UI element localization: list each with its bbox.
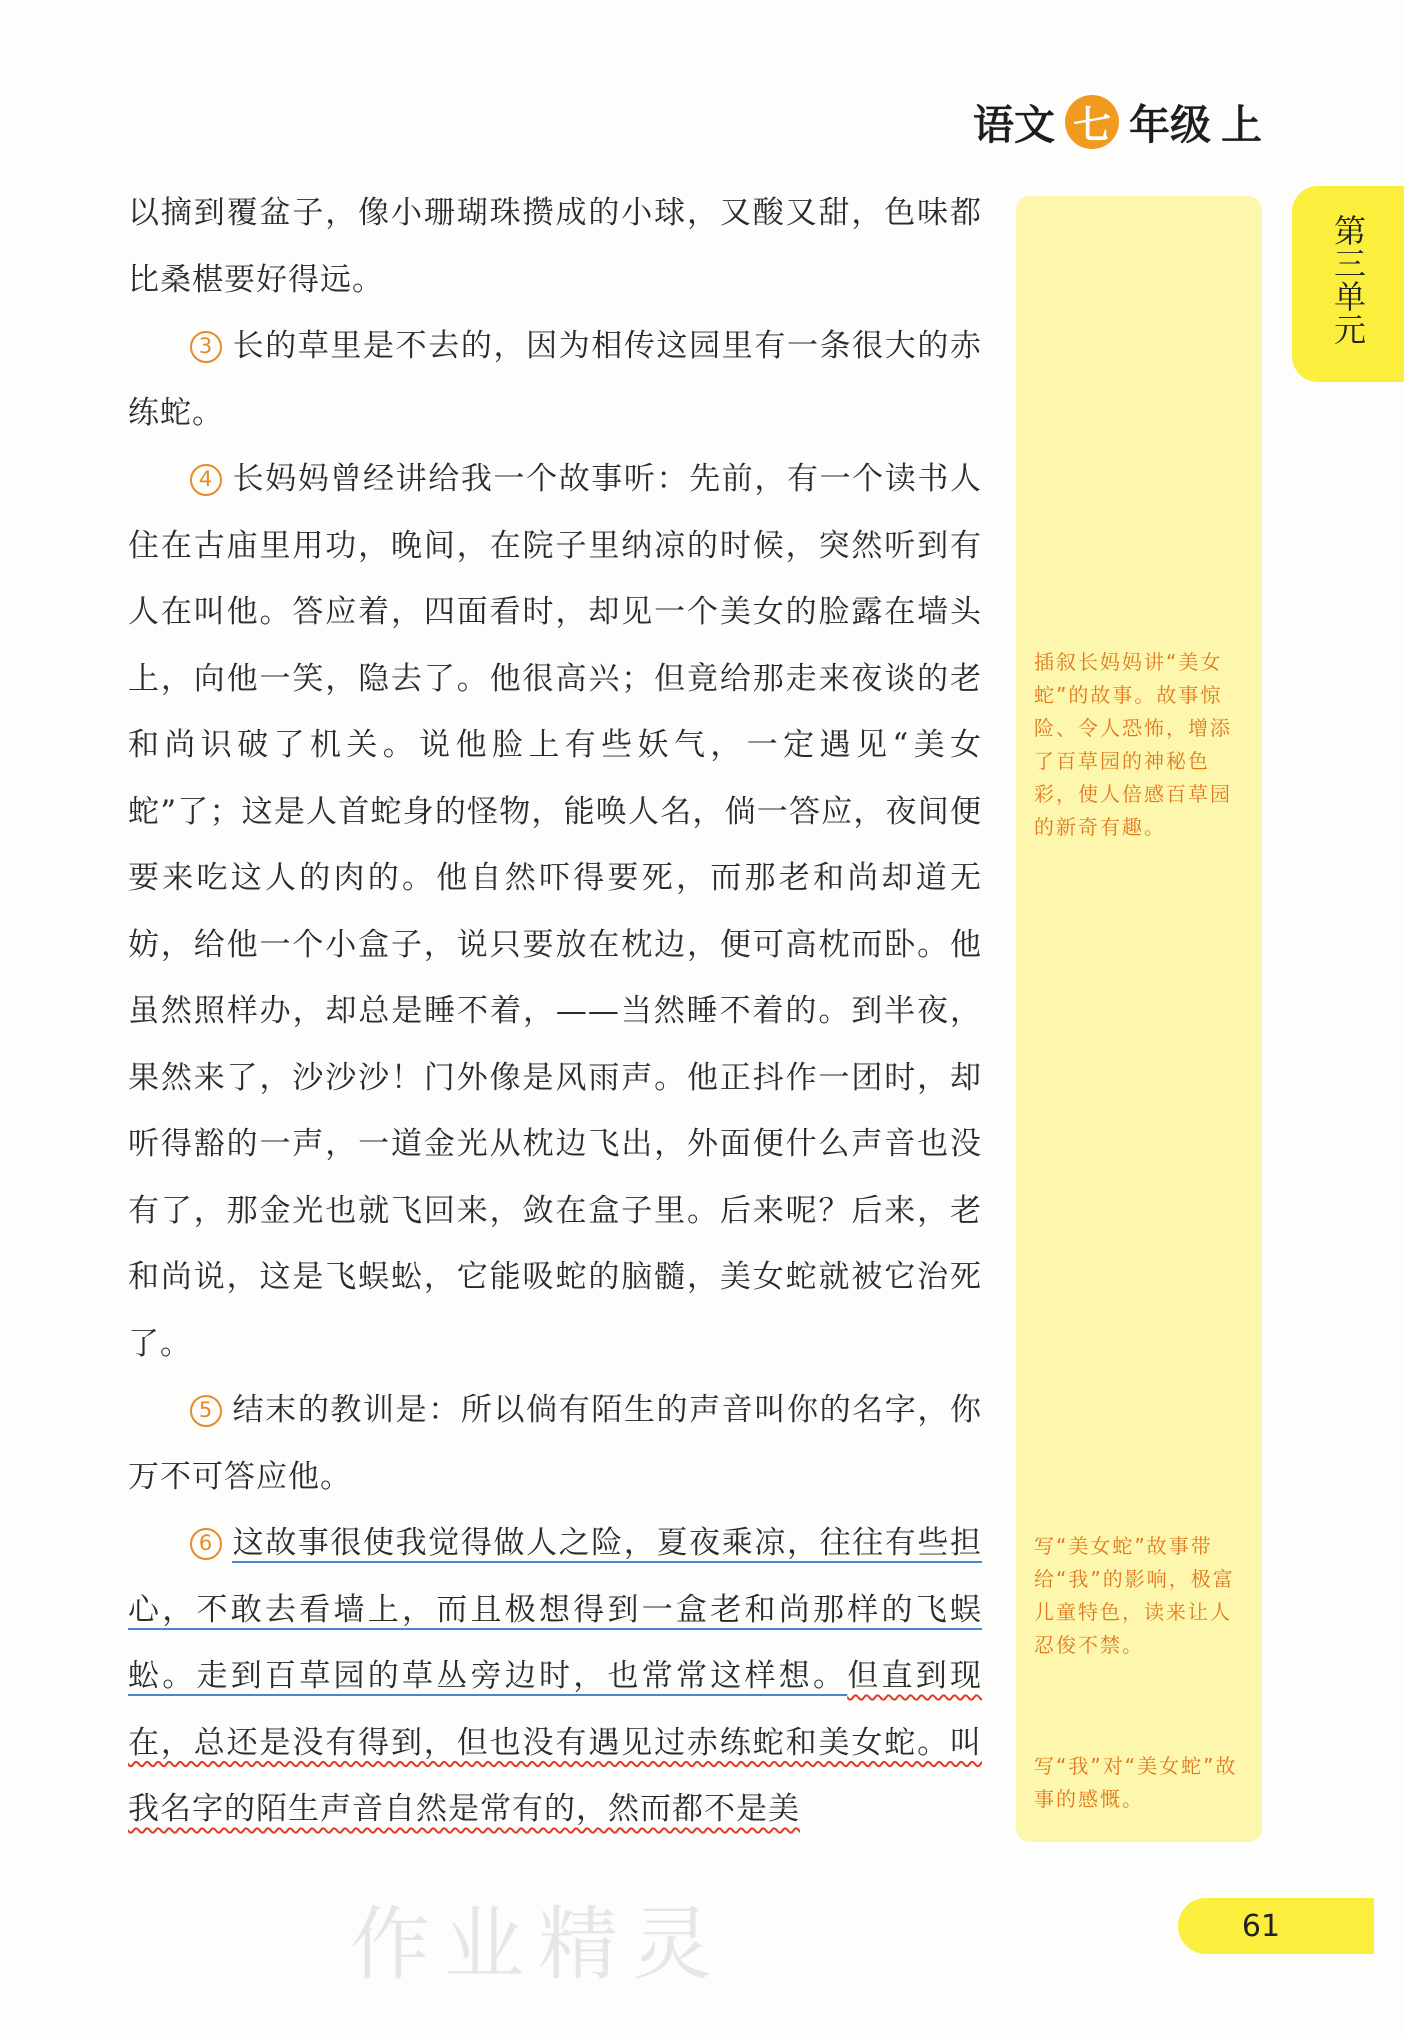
margin-note-2: 写“美女蛇”故事带给“我”的影响，极富儿童特色，读来让人忍俊不禁。 xyxy=(1034,1534,1235,1657)
paragraph-number-5: 5 xyxy=(190,1395,222,1427)
margin-note-3: 写“我”对“美女蛇”故事的感慨。 xyxy=(1034,1754,1238,1811)
paragraph-4-text: 长妈妈曾经讲给我一个故事听：先前，有一个读书人住在古庙里用功，晚间，在院子里纳凉的时候，突然听到有人在叫他。答应着，四面看时，却见一个美女的脸露在墙头上，向他一笑，隐去了。他很高兴；但竟给那走来夜谈的老和尚识破了机关。说他脸上有些妖气，一定遇见“美女蛇”了；这是人首蛇身的怪物，能唤人名，倘一答应，夜间便要来吃这人的肉的。他自然吓得要死，而那老和尚却道无妨，给他一个小盒子，说只要放在枕边，便可高枕而卧。他虽然照样办，却总是睡不着，——当然睡不着的。到半夜，果然来了，沙沙沙！门外像是风雨声。他正抖作一团时，却听得豁的一声，一道金光从枕边飞出，外面便什么声音也没有了，那金光也就飞回来，敛在盒子里。后来呢？后来，老和尚说，这是飞蜈蚣，它能吸蛇的脑髓，美女蛇就被它治死了。 xyxy=(128,461,982,1362)
subject-label: 语文 xyxy=(973,101,1055,149)
paragraph-number-3: 3 xyxy=(190,331,222,363)
page-number: 61 xyxy=(1178,1898,1374,1954)
paragraph-continued: 以摘到覆盆子，像小珊瑚珠攒成的小球，又酸又甜，色味都比桑椹要好得远。 xyxy=(128,195,982,298)
paragraph-3-text: 长的草里是不去的，因为相传这园里有一条很大的赤练蛇。 xyxy=(128,328,982,431)
paragraph-6-underlined-wavy-red: 但直到现在，总还是没有得到，但也没有遇见过赤练蛇和美女蛇。叫我名字的陌生声音自然是常有的，然而都不是美 xyxy=(128,1658,982,1827)
page-header xyxy=(973,92,1262,151)
paragraph-5 xyxy=(128,1377,982,1510)
paragraph-3 xyxy=(128,313,982,446)
margin-note-1: 插叙长妈妈讲“美女蛇”的故事。故事惊险、令人恐怖，增添了百草园的神秘色彩，使人倍感百草园的新奇有趣。 xyxy=(1034,650,1232,839)
paragraph-number-4: 4 xyxy=(190,464,222,496)
volume-label: 上 xyxy=(1221,101,1262,149)
paragraph-6 xyxy=(128,1510,982,1843)
unit-tab-label: 第三单元 xyxy=(1329,214,1367,346)
paragraph-6-underlined-blue: 这故事很使我觉得做人之险，夏夜乘凉，往往有些担心，不敢去看墙上，而且极想得到一盒老和尚那样的飞蜈蚣。走到百草园的草丛旁边时，也常常这样想。 xyxy=(128,1525,982,1694)
paragraph-number-6: 6 xyxy=(190,1528,222,1560)
main-text xyxy=(128,180,982,1843)
grade-badge: 七 xyxy=(1065,95,1119,149)
watermark: 作业精灵 xyxy=(350,1898,726,1991)
unit-tab xyxy=(1292,186,1404,382)
grade-label: 年级 xyxy=(1129,101,1211,149)
paragraph-5-text: 结末的教训是：所以倘有陌生的声音叫你的名字，你万不可答应他。 xyxy=(128,1392,982,1495)
paragraph-4 xyxy=(128,446,982,1377)
